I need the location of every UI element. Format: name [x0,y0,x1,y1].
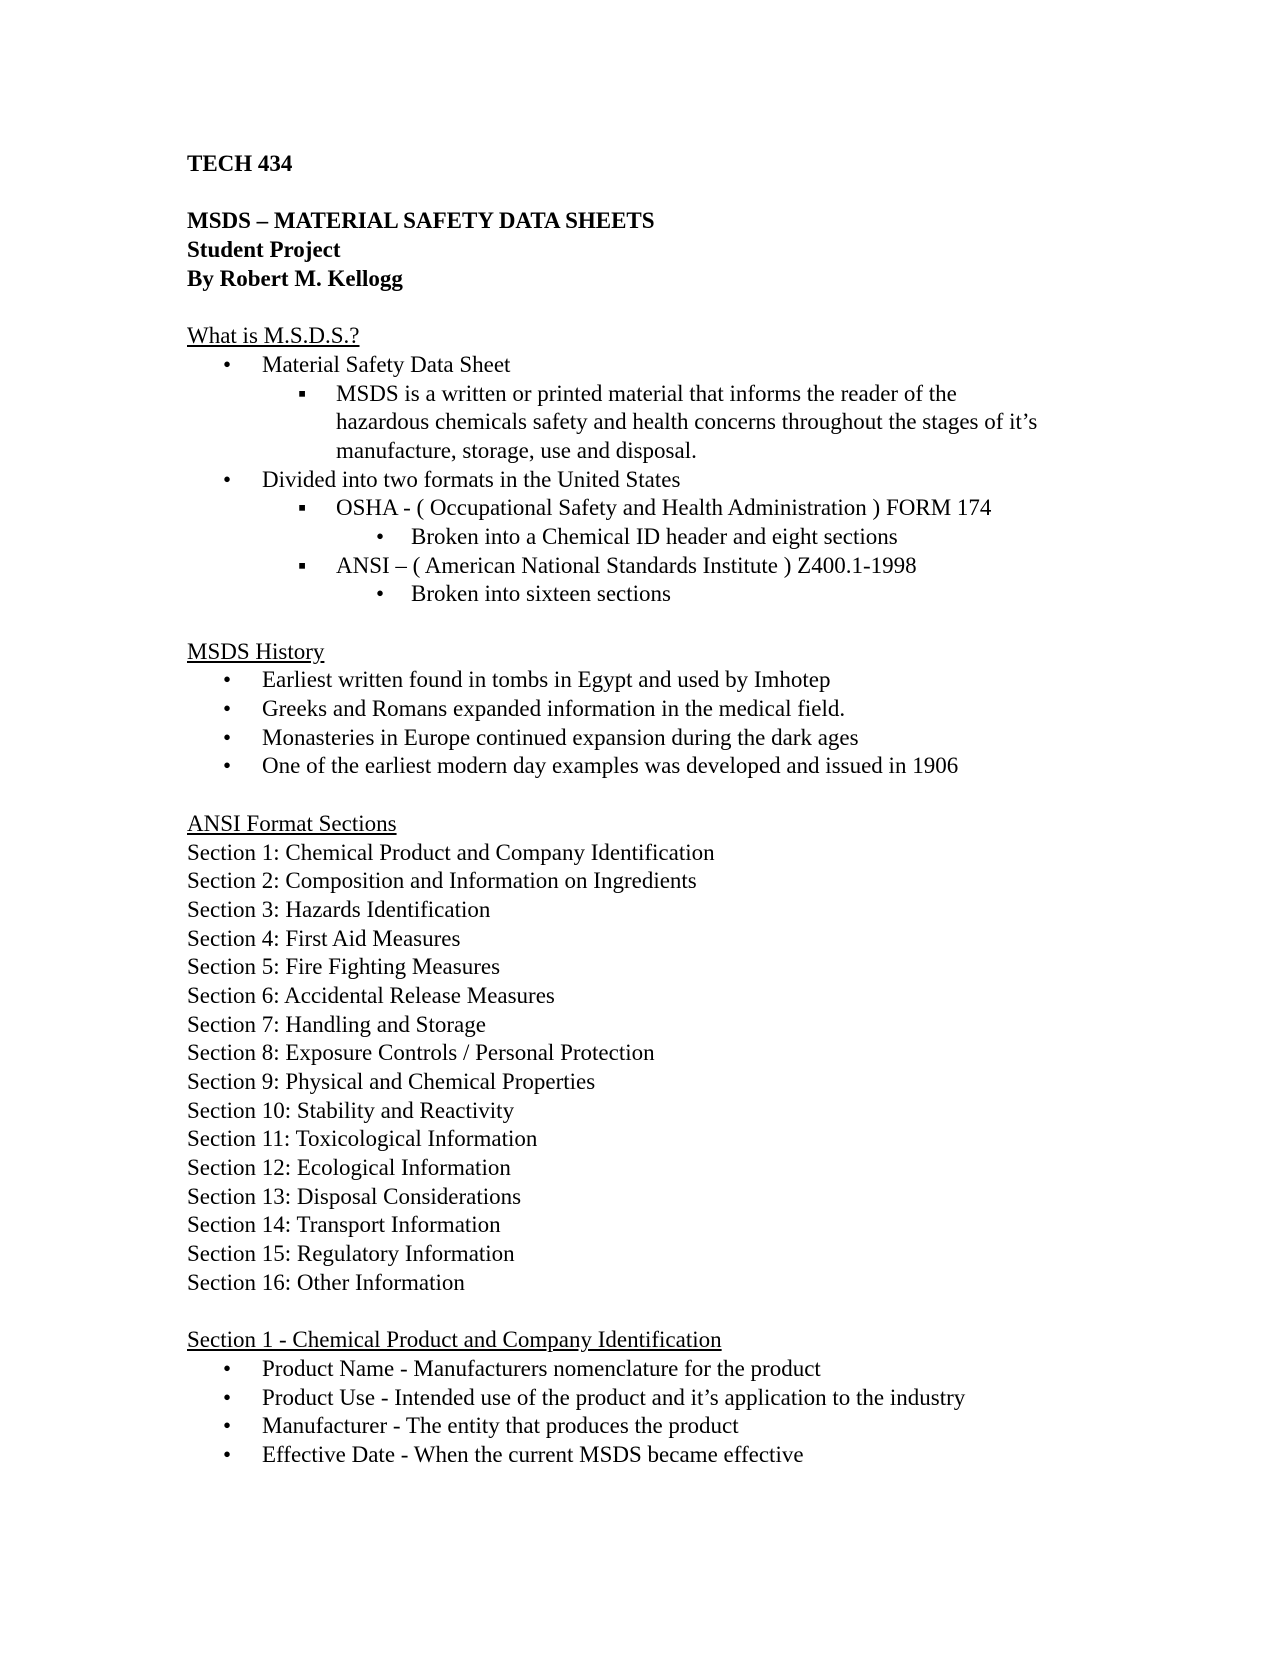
bullet-icon: • [223,1384,232,1410]
heading-what-is: What is M.S.D.S.? [187,323,360,349]
list-item [187,666,1180,695]
list-item [187,724,1180,753]
list-item [187,1384,1180,1413]
heading-section-1: Section 1 - Chemical Product and Company Identification [187,1327,722,1353]
list-item: ▪ MSDS is a written or printed material that informs the reader of the hazardous chemicals safety and health concerns throughout the stages of it’s manufacture, storage, use and disposal. [298,380,1038,463]
list-item [187,695,1180,724]
list-item: • Broken into sixteen sections [187,580,1180,609]
square-bullet-icon: ▪ [298,495,307,521]
ansi-section-item: Section 4: First Aid Measures [187,925,461,951]
list-item [187,1355,1180,1384]
document-subtitle: Student Project [187,237,341,263]
list-item-text: One of the earliest modern day examples was developed and issued in 1906 [262,753,959,779]
bullet-icon: • [223,1413,232,1439]
list-item-text: Effective Date - When the current MSDS became effective [262,1441,804,1467]
ansi-section-item: Section 10: Stability and Reactivity [187,1097,515,1123]
ansi-section-item: Section 8: Exposure Controls / Personal Protection [187,1040,655,1066]
bullet-icon: • [223,1441,232,1467]
ansi-section-item: Section 9: Physical and Chemical Properties [187,1069,596,1095]
square-bullet-icon: ▪ [298,552,307,578]
ansi-section-item: Section 5: Fire Fighting Measures [187,954,501,980]
document-author: By Robert M. Kellogg [187,265,403,291]
bullet-icon: • [223,466,232,492]
ansi-section-item: Section 1: Chemical Product and Company Identification [187,839,715,865]
course-code: TECH 434 [187,151,293,176]
ansi-section-item: Section 7: Handling and Storage [187,1011,486,1037]
bullet-icon: • [223,724,232,750]
list-item-text: Earliest written found in tombs in Egypt and used by Imhotep [262,667,831,693]
list-item [187,752,1180,781]
ansi-section-item: Section 16: Other Information [187,1269,465,1295]
bullet-icon: • [223,1355,232,1381]
ansi-section-item: Section 14: Transport Information [187,1212,501,1238]
bullet-icon: • [376,523,385,549]
list-item-text: Manufacturer - The entity that produces the product [262,1413,739,1439]
list-item: ▪ OSHA - ( Occupational Safety and Health Administration ) FORM 174 [187,494,1046,523]
ansi-section-item: Section 11: Toxicological Information [187,1126,538,1152]
bullet-icon: • [223,753,232,779]
ansi-section-item: Section 6: Accidental Release Measures [187,982,555,1008]
bullet-icon: • [376,581,385,607]
bullet-icon: • [223,351,232,377]
list-item [187,1441,1180,1470]
ansi-section-item: Section 12: Ecological Information [187,1155,511,1181]
list-item-text: Product Use - Intended use of the product and it’s application to the industry [262,1384,966,1410]
bullet-icon: • [223,667,232,693]
list-item: • Broken into a Chemical ID header and eight sections [187,523,1180,552]
square-bullet-icon: ▪ [298,380,307,406]
ansi-section-item: Section 3: Hazards Identification [187,896,491,922]
list-item-text: Greeks and Romans expanded information in the medical field. [262,696,846,722]
document-page [187,150,1180,1470]
list-item-text: Product Name - Manufacturers nomenclature for the product [262,1355,821,1381]
list-item: • Material Safety Data Sheet [187,351,1180,380]
ansi-section-item: Section 2: Composition and Information on Ingredients [187,868,697,894]
heading-history: MSDS History [187,638,325,664]
document-title: MSDS – MATERIAL SAFETY DATA SHEETS [187,208,655,234]
ansi-section-item: Section 13: Disposal Considerations [187,1183,522,1209]
heading-ansi-sections: ANSI Format Sections [187,810,397,836]
list-item [187,1412,1180,1441]
list-item-text: Monasteries in Europe continued expansion during the dark ages [262,724,859,750]
bullet-icon: • [223,696,232,722]
list-item: • Divided into two formats in the United States [187,466,1180,495]
ansi-section-item: Section 15: Regulatory Information [187,1241,515,1267]
list-item: ▪ ANSI – ( American National Standards Institute ) Z400.1-1998 [187,552,1046,581]
